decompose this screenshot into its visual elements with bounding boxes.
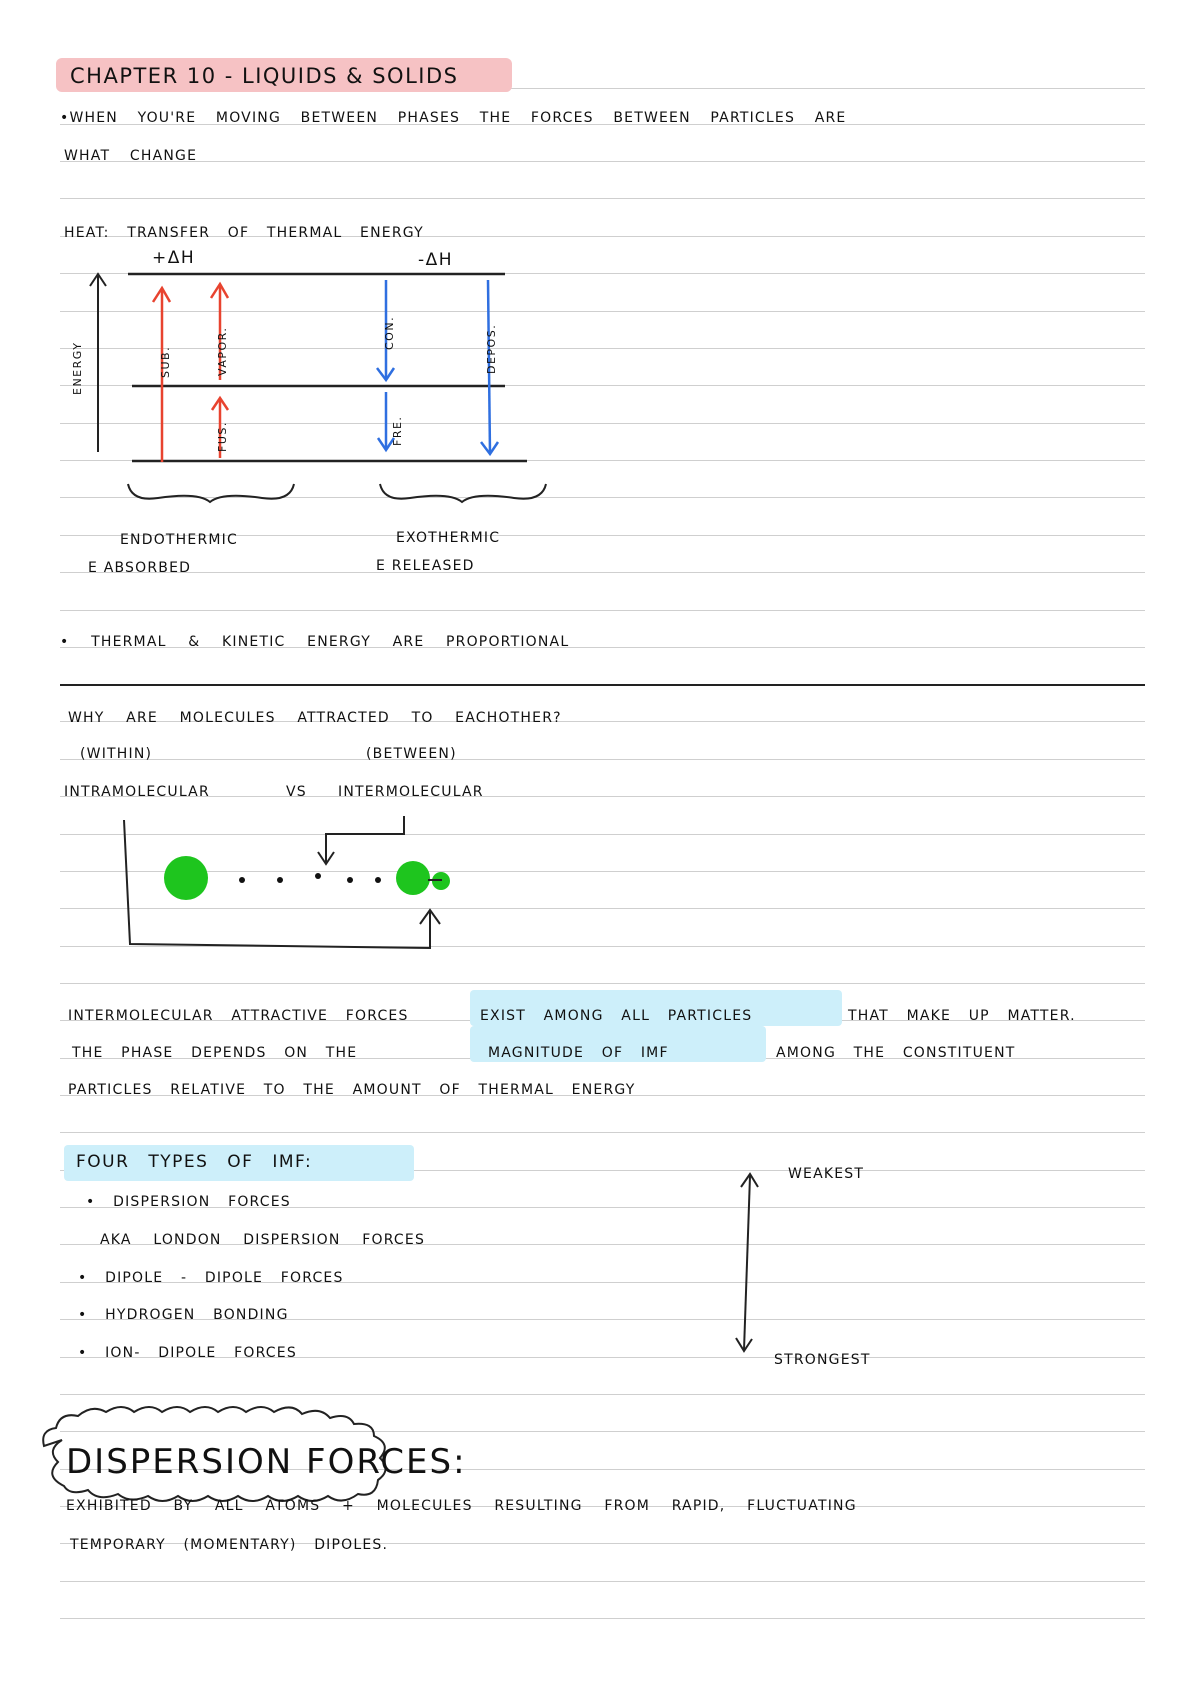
label-condensation: CON. — [383, 315, 396, 350]
label-vaporization: VAPOR. — [216, 326, 229, 376]
intro-line-1: •WHEN YOU'RE MOVING BETWEEN PHASES THE FORCES BETWEEN PARTICLES ARE — [60, 110, 847, 126]
endothermic-label: ENDOTHERMIC — [120, 532, 238, 548]
imf-type-item: • ION- DIPOLE FORCES — [78, 1345, 297, 1361]
between-label: (BETWEEN) — [366, 746, 457, 762]
intermolecular-label: INTERMOLECULAR — [338, 784, 484, 800]
imf-type-item: • DISPERSION FORCES — [86, 1194, 291, 1210]
imf-line-2b: MAGNITUDE OF IMF — [488, 1045, 669, 1061]
page-title: CHAPTER 10 - LIQUIDS & SOLIDS — [70, 64, 459, 88]
imf-line-1b: EXIST AMONG ALL PARTICLES — [480, 1008, 753, 1024]
dispersion-line-1: EXHIBITED BY ALL ATOMS + MOLECULES RESULTING FROM RAPID, FLUCTUATING — [66, 1498, 857, 1514]
label-sublimation: SUB. — [159, 345, 172, 378]
weakest-label: WEAKEST — [788, 1166, 865, 1182]
energy-axis-label: ENERGY — [71, 341, 84, 395]
energy-absorbed-label: E ABSORBED — [88, 560, 192, 576]
imf-line-2a: THE PHASE DEPENDS ON THE — [72, 1045, 358, 1061]
intro-line-2: WHAT CHANGE — [64, 148, 198, 164]
imf-line-3: PARTICLES RELATIVE TO THE AMOUNT OF THERMAL ENERGY — [68, 1082, 636, 1098]
heat-heading: HEAT: TRANSFER OF THERMAL ENERGY — [64, 225, 424, 241]
energy-released-label: E RELEASED — [376, 558, 475, 574]
imf-line-1a: INTERMOLECULAR ATTRACTIVE FORCES — [68, 1008, 409, 1024]
label-freezing: FRE. — [391, 415, 404, 446]
imf-type-item: AKA LONDON DISPERSION FORCES — [100, 1232, 426, 1248]
within-label: (WITHIN) — [80, 746, 153, 762]
minus-delta-h: -ΔH — [418, 250, 454, 270]
attraction-question: WHY ARE MOLECULES ATTRACTED TO EACHOTHER? — [68, 710, 562, 726]
imf-type-item: • HYDROGEN BONDING — [78, 1307, 289, 1323]
plus-delta-h: +ΔH — [152, 248, 196, 268]
vs-label: VS — [286, 784, 307, 800]
exothermic-label: EXOTHERMIC — [396, 530, 501, 546]
strongest-label: STRONGEST — [774, 1352, 871, 1368]
intramolecular-label: INTRAMOLECULAR — [64, 784, 210, 800]
label-fusion: FUS. — [216, 421, 229, 452]
imf-type-item: • DIPOLE - DIPOLE FORCES — [78, 1270, 344, 1286]
dispersion-heading: DISPERSION FORCES: — [66, 1442, 467, 1482]
imf-line-1c: THAT MAKE UP MATTER. — [848, 1008, 1076, 1024]
dispersion-line-2: TEMPORARY (MOMENTARY) DIPOLES. — [70, 1537, 389, 1553]
label-deposition: DEPOS. — [485, 323, 498, 374]
imf-line-2c: AMONG THE CONSTITUENT — [776, 1045, 1016, 1061]
imf-types-heading: FOUR TYPES OF IMF: — [76, 1152, 313, 1172]
thermal-kinetic-note: • THERMAL & KINETIC ENERGY ARE PROPORTIONAL — [60, 634, 570, 650]
